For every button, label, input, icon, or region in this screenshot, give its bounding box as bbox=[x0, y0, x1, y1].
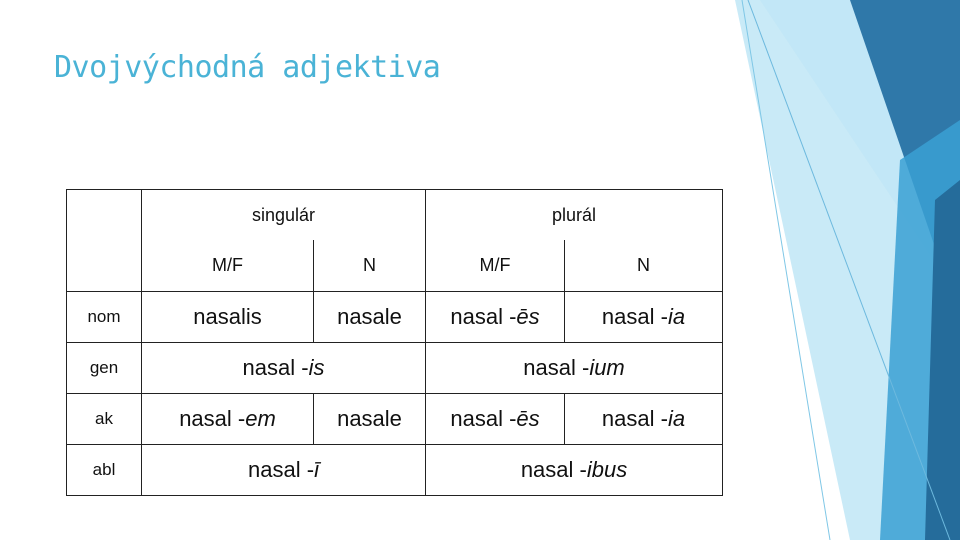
ending-text: ī bbox=[314, 457, 319, 482]
gen-singular bbox=[142, 343, 426, 394]
ending-text: ēs bbox=[516, 304, 540, 329]
page-title: Dvojvýchodná adjektiva bbox=[54, 50, 441, 85]
gen-plural bbox=[426, 343, 723, 394]
abl-plural bbox=[426, 445, 723, 496]
table-row bbox=[67, 292, 723, 343]
stem-text: nasal - bbox=[242, 355, 309, 380]
stem-text: nasal - bbox=[248, 457, 315, 482]
singular-header: singulár bbox=[142, 190, 426, 241]
table-row bbox=[67, 190, 723, 241]
nom-singular-n: nasale bbox=[314, 292, 426, 343]
case-label-gen: gen bbox=[67, 343, 142, 394]
table-row bbox=[67, 445, 723, 496]
stem-text: nasal - bbox=[601, 304, 668, 329]
stem-text: nasal - bbox=[450, 406, 517, 431]
ending-text: ia bbox=[667, 406, 686, 431]
ending-text: is bbox=[308, 355, 325, 380]
plural-mf-header: M/F bbox=[426, 240, 565, 292]
case-label-ak: ak bbox=[67, 394, 142, 445]
ending-text: ēs bbox=[516, 406, 540, 431]
case-label-nom: nom bbox=[67, 292, 142, 343]
ak-plural-n bbox=[565, 394, 723, 445]
empty-corner-cell bbox=[67, 240, 142, 292]
plural-header: plurál bbox=[426, 190, 723, 241]
ending-text: ia bbox=[667, 304, 686, 329]
empty-corner-cell bbox=[67, 190, 142, 241]
table-row bbox=[67, 240, 723, 292]
stem-text: nasal - bbox=[520, 457, 587, 482]
case-label-abl: abl bbox=[67, 445, 142, 496]
stem-text: nasal - bbox=[523, 355, 590, 380]
stem-text: nasal - bbox=[450, 304, 517, 329]
ak-singular-mf bbox=[142, 394, 314, 445]
nom-plural-mf bbox=[426, 292, 565, 343]
ending-text: ibus bbox=[586, 457, 628, 482]
abl-singular bbox=[142, 445, 426, 496]
nom-singular-mf: nasalis bbox=[142, 292, 314, 343]
singular-mf-header: M/F bbox=[142, 240, 314, 292]
stem-text: nasal - bbox=[601, 406, 668, 431]
ak-plural-mf bbox=[426, 394, 565, 445]
declension-table bbox=[66, 189, 723, 496]
table-row bbox=[67, 343, 723, 394]
ending-text: em bbox=[245, 406, 276, 431]
plural-n-header: N bbox=[565, 240, 723, 292]
singular-n-header: N bbox=[314, 240, 426, 292]
stem-text: nasal - bbox=[179, 406, 246, 431]
nom-plural-n bbox=[565, 292, 723, 343]
ak-singular-n: nasale bbox=[314, 394, 426, 445]
ending-text: ium bbox=[589, 355, 625, 380]
table-row bbox=[67, 394, 723, 445]
